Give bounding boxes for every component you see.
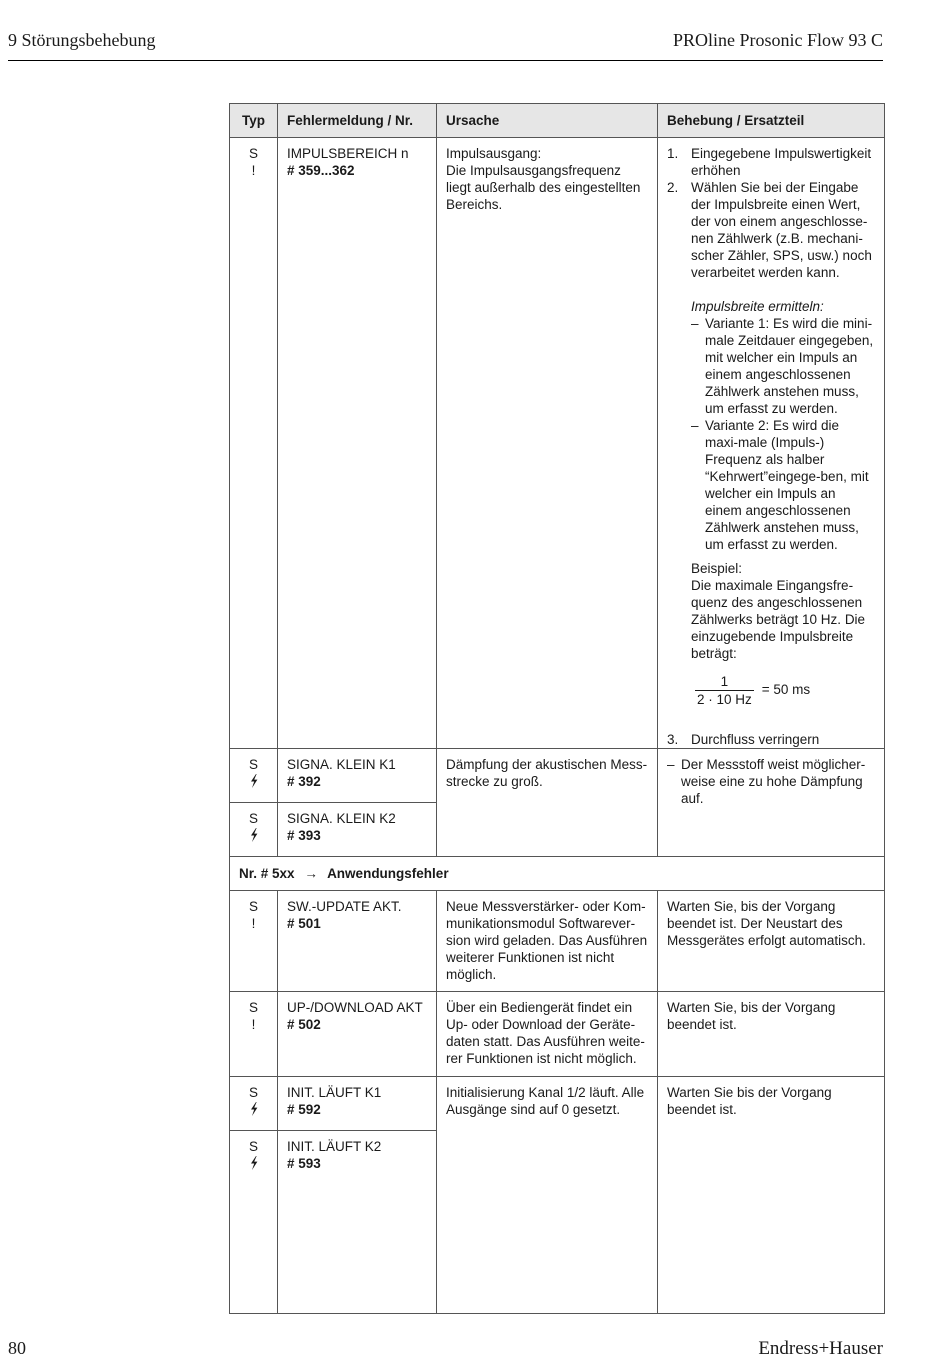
error-message: UP-/DOWNLOAD AKT: [287, 1000, 423, 1015]
typ-letter: S: [248, 811, 258, 826]
remedy-text: Der Messstoff weist möglicher-weise eine zu hohe Dämpfung auf.: [681, 757, 866, 806]
variant-list: [691, 315, 875, 553]
remedy-cell: [658, 992, 885, 1077]
error-message: SIGNA. KLEIN K2: [287, 811, 396, 826]
remedy-step: [667, 179, 875, 281]
remedy-text: Warten Sie, bis der Vorgang beendet ist.: [667, 1000, 836, 1032]
variant-item: [691, 315, 875, 417]
remedy-list: [667, 756, 875, 807]
typ-cell: [230, 992, 278, 1077]
remedy-text: Warten Sie, bis der Vorgang beendet ist. Der Neustart des Messgerätes erfolgt automatisch.: [667, 899, 866, 948]
message-cell: [278, 1131, 437, 1314]
cause-text: Dämpfung der akustischen Mess-strecke zu groß.: [446, 757, 648, 789]
lightning-icon: [230, 827, 277, 844]
cause-label: Impulsausgang:: [446, 146, 542, 161]
message-cell: [278, 1077, 437, 1131]
chapter-heading: 9 Störungsbehebung: [8, 30, 156, 50]
step-number: 2.: [667, 180, 679, 195]
table-row: [230, 992, 885, 1077]
formula-denominator: 2 · 10 Hz: [697, 692, 752, 707]
cause-text: Über ein Bediengerät findet ein Up- oder Download der Geräte-daten statt. Das Ausführen weite-rer Funktionen ist nicht möglich.: [446, 1000, 645, 1066]
lightning-icon: [230, 1101, 277, 1118]
message-cell: [278, 992, 437, 1077]
step-number: 3.: [667, 732, 679, 747]
remedy-cell: [658, 1077, 885, 1314]
formula-numerator: 1: [720, 674, 729, 689]
cause-cell: [437, 138, 658, 749]
typ-letter: S: [248, 899, 258, 914]
impulse-width-heading: Impulsbreite ermitteln:: [691, 299, 824, 314]
formula-result: = 50 ms: [761, 682, 811, 697]
remedy-cell: [658, 749, 885, 857]
step-number: 1.: [667, 146, 679, 161]
remedy-step: [667, 145, 875, 179]
error-message: IMPULSBEREICH n: [287, 146, 409, 161]
cause-text: Die Impulsausgangsfrequenz liegt außerhalb des eingestellten Bereichs.: [446, 163, 641, 212]
remedy-cell: [658, 138, 885, 749]
error-message: INIT. LÄUFT K1: [287, 1085, 382, 1100]
page-number: 80: [8, 1338, 26, 1358]
column-header-typ: Typ: [230, 104, 278, 138]
typ-letter: S: [248, 1085, 258, 1100]
table-row: [230, 891, 885, 992]
remedy-steps: [667, 731, 875, 748]
error-message: SW.-UPDATE AKT.: [287, 899, 402, 914]
dash-marker: –: [691, 316, 699, 331]
dash-marker: –: [667, 757, 675, 772]
exclamation-icon: !: [251, 916, 256, 931]
message-cell: [278, 749, 437, 803]
error-code: # 593: [287, 1156, 321, 1171]
error-message: INIT. LÄUFT K2: [287, 1139, 382, 1154]
cause-cell: [437, 749, 658, 857]
typ-cell: [230, 1077, 278, 1131]
cause-text: Initialisierung Kanal 1/2 läuft. Alle Ausgänge sind auf 0 gesetzt.: [446, 1085, 645, 1117]
table-header-row: [230, 104, 885, 138]
section-heading: [230, 857, 885, 891]
cause-cell: [437, 891, 658, 992]
message-cell: [278, 891, 437, 992]
column-header-message: Fehlermeldung / Nr.: [278, 104, 437, 138]
table-row: [230, 1077, 885, 1131]
error-code: # 359...362: [287, 163, 355, 178]
section-prefix: Nr. # 5xx: [239, 866, 295, 881]
cause-cell: [437, 1077, 658, 1314]
example-text: Die maximale Eingangsfre-quenz des angeschlossenen Zählwerks beträgt 10 Hz. Die einzugebende Impulsbreite beträgt:: [691, 578, 866, 661]
remedy-steps: [667, 145, 875, 281]
step-text: Durchfluss verringern: [691, 732, 820, 747]
typ-cell: [230, 138, 278, 749]
typ-cell: [230, 1131, 278, 1314]
formula: [691, 673, 875, 708]
remedy-text: Warten Sie bis der Vorgang beendet ist.: [667, 1085, 832, 1117]
formula-fraction: [695, 673, 754, 708]
typ-letter: S: [248, 757, 258, 772]
remedy-step: [667, 731, 875, 748]
cause-text: Neue Messverstärker- oder Kom-munikationsmodul Softwarever-sion wird geladen. Das Ausführen weiterer Funktionen ist nicht möglich.: [446, 899, 648, 982]
message-cell: [278, 803, 437, 857]
error-code: # 501: [287, 916, 321, 931]
variant-item: [691, 417, 875, 553]
typ-letter: S: [248, 1000, 258, 1015]
column-header-cause: Ursache: [437, 104, 658, 138]
error-code: # 592: [287, 1102, 321, 1117]
lightning-icon: [230, 1155, 277, 1172]
typ-cell: [230, 891, 278, 992]
section-title: Anwendungsfehler: [327, 866, 449, 881]
error-message: SIGNA. KLEIN K1: [287, 757, 396, 772]
error-table: [229, 103, 885, 1314]
typ-cell: [230, 803, 278, 857]
dash-marker: –: [691, 418, 699, 433]
step-text: Wählen Sie bei der Eingabe der Impulsbreite einen Wert, der von einem angeschlosse-nen Zählwerk (z.B. mechani-scher Zähler, SPS, usw.) noch verarbeitet werden kann.: [691, 180, 872, 280]
header-rule: [8, 60, 883, 61]
section-row: [230, 857, 885, 891]
table-row: [230, 749, 885, 803]
lightning-icon: [230, 773, 277, 790]
table-row: [230, 138, 885, 749]
typ-letter: S: [248, 1139, 258, 1154]
cause-cell: [437, 992, 658, 1077]
typ-letter: S: [248, 146, 258, 161]
remedy-cell: [658, 891, 885, 992]
exclamation-icon: !: [251, 1017, 256, 1032]
step-text: Eingegebene Impulswertigkeit erhöhen: [691, 146, 872, 178]
typ-cell: [230, 749, 278, 803]
error-code: # 393: [287, 828, 321, 843]
variant-text: Variante 2: Es wird die maxi-male (Impuls-) Frequenz als halber “Kehrwert”eingege-ben, mit welcher ein Impuls an einem angeschlossenen Zählwerk anstehen muss, um erfasst zu werden.: [705, 418, 869, 552]
message-cell: [278, 138, 437, 749]
product-title: PROline Prosonic Flow 93 C: [672, 30, 883, 50]
error-code: # 502: [287, 1017, 321, 1032]
exclamation-icon: !: [251, 163, 256, 178]
example-heading: Beispiel:: [691, 561, 743, 576]
error-code: # 392: [287, 774, 321, 789]
arrow-right-icon: →: [304, 866, 318, 881]
remedy-item: [667, 756, 875, 807]
variant-text: Variante 1: Es wird die mini-male Zeitdauer eingegeben, mit welcher ein Impuls an einem angeschlossenen Zählwerk anstehen muss, um erfasst zu werden.: [705, 316, 874, 416]
brand-logo: Endress+Hauser: [758, 1338, 883, 1359]
column-header-remedy: Behebung / Ersatzteil: [658, 104, 885, 138]
